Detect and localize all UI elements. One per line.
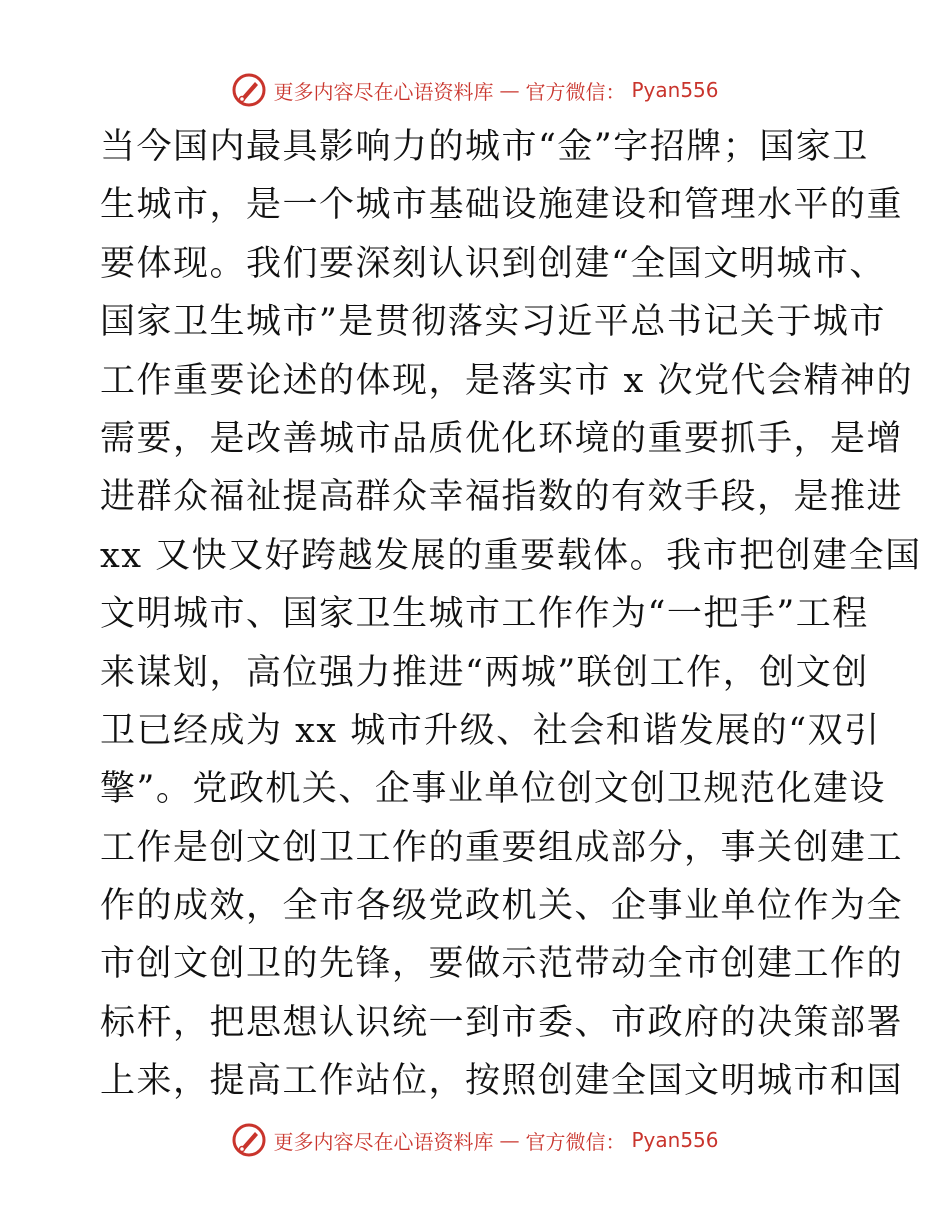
text-line: 市创文创卫的先锋，要做示范带动全市创建工作的 (100, 944, 904, 985)
text-line: 工作重要论述的体现，是落实市 x 次党代会精神的 (100, 360, 913, 401)
header-watermark (0, 70, 950, 110)
watermark-separator: — (499, 1128, 520, 1152)
text-line: 工作是创文创卫工作的重要组成部分，事关创建工 (100, 827, 904, 868)
text-line: 进群众福祉提高群众幸福指数的有效手段，是推进 (100, 477, 904, 518)
watermark-separator: — (499, 78, 520, 102)
watermark-account-id: Pyan556 (631, 1128, 719, 1152)
text-line: 生城市，是一个城市基础设施建设和管理水平的重 (100, 185, 904, 226)
body-text (100, 118, 922, 1111)
text-line: 来谋划，高位强力推进“两城”联创工作，创文创 (100, 652, 869, 693)
text-line: 文明城市、国家卫生城市工作作为“一把手”工程 (100, 594, 869, 635)
pen-seal-icon (231, 1122, 267, 1158)
text-line: 标杆，把思想认识统一到市委、市政府的决策部署 (100, 1002, 904, 1043)
text-line: 卫已经成为 xx 城市升级、社会和谐发展的“双引 (100, 710, 881, 751)
text-line: 国家卫生城市”是贯彻落实习近平总书记关于城市 (100, 302, 886, 343)
text-line: 作的成效，全市各级党政机关、企事业单位作为全 (100, 886, 904, 927)
watermark-main-text: 更多内容尽在心语资料库 (273, 79, 494, 104)
footer-watermark (0, 1120, 950, 1160)
text-line: 上来，提高工作站位，按照创建全国文明城市和国 (100, 1061, 904, 1102)
watermark-account-id: Pyan556 (631, 78, 719, 102)
text-line: xx 又快又好跨越发展的重要载体。我市把创建全国 (100, 535, 922, 576)
watermark-official-label: 官方微信： (525, 1129, 626, 1154)
text-line: 擎”。党政机关、企事业单位创文创卫规范化建设 (100, 769, 886, 810)
text-line: 需要，是改善城市品质优化环境的重要抓手，是增 (100, 418, 904, 459)
watermark-official-label: 官方微信： (525, 79, 626, 104)
text-line: 当今国内最具影响力的城市“金”字招牌；国家卫 (100, 127, 869, 167)
watermark-main-text: 更多内容尽在心语资料库 (273, 1129, 494, 1154)
pen-seal-icon (231, 72, 267, 108)
text-line: 要体现。我们要深刻认识到创建“全国文明城市、 (100, 243, 886, 284)
